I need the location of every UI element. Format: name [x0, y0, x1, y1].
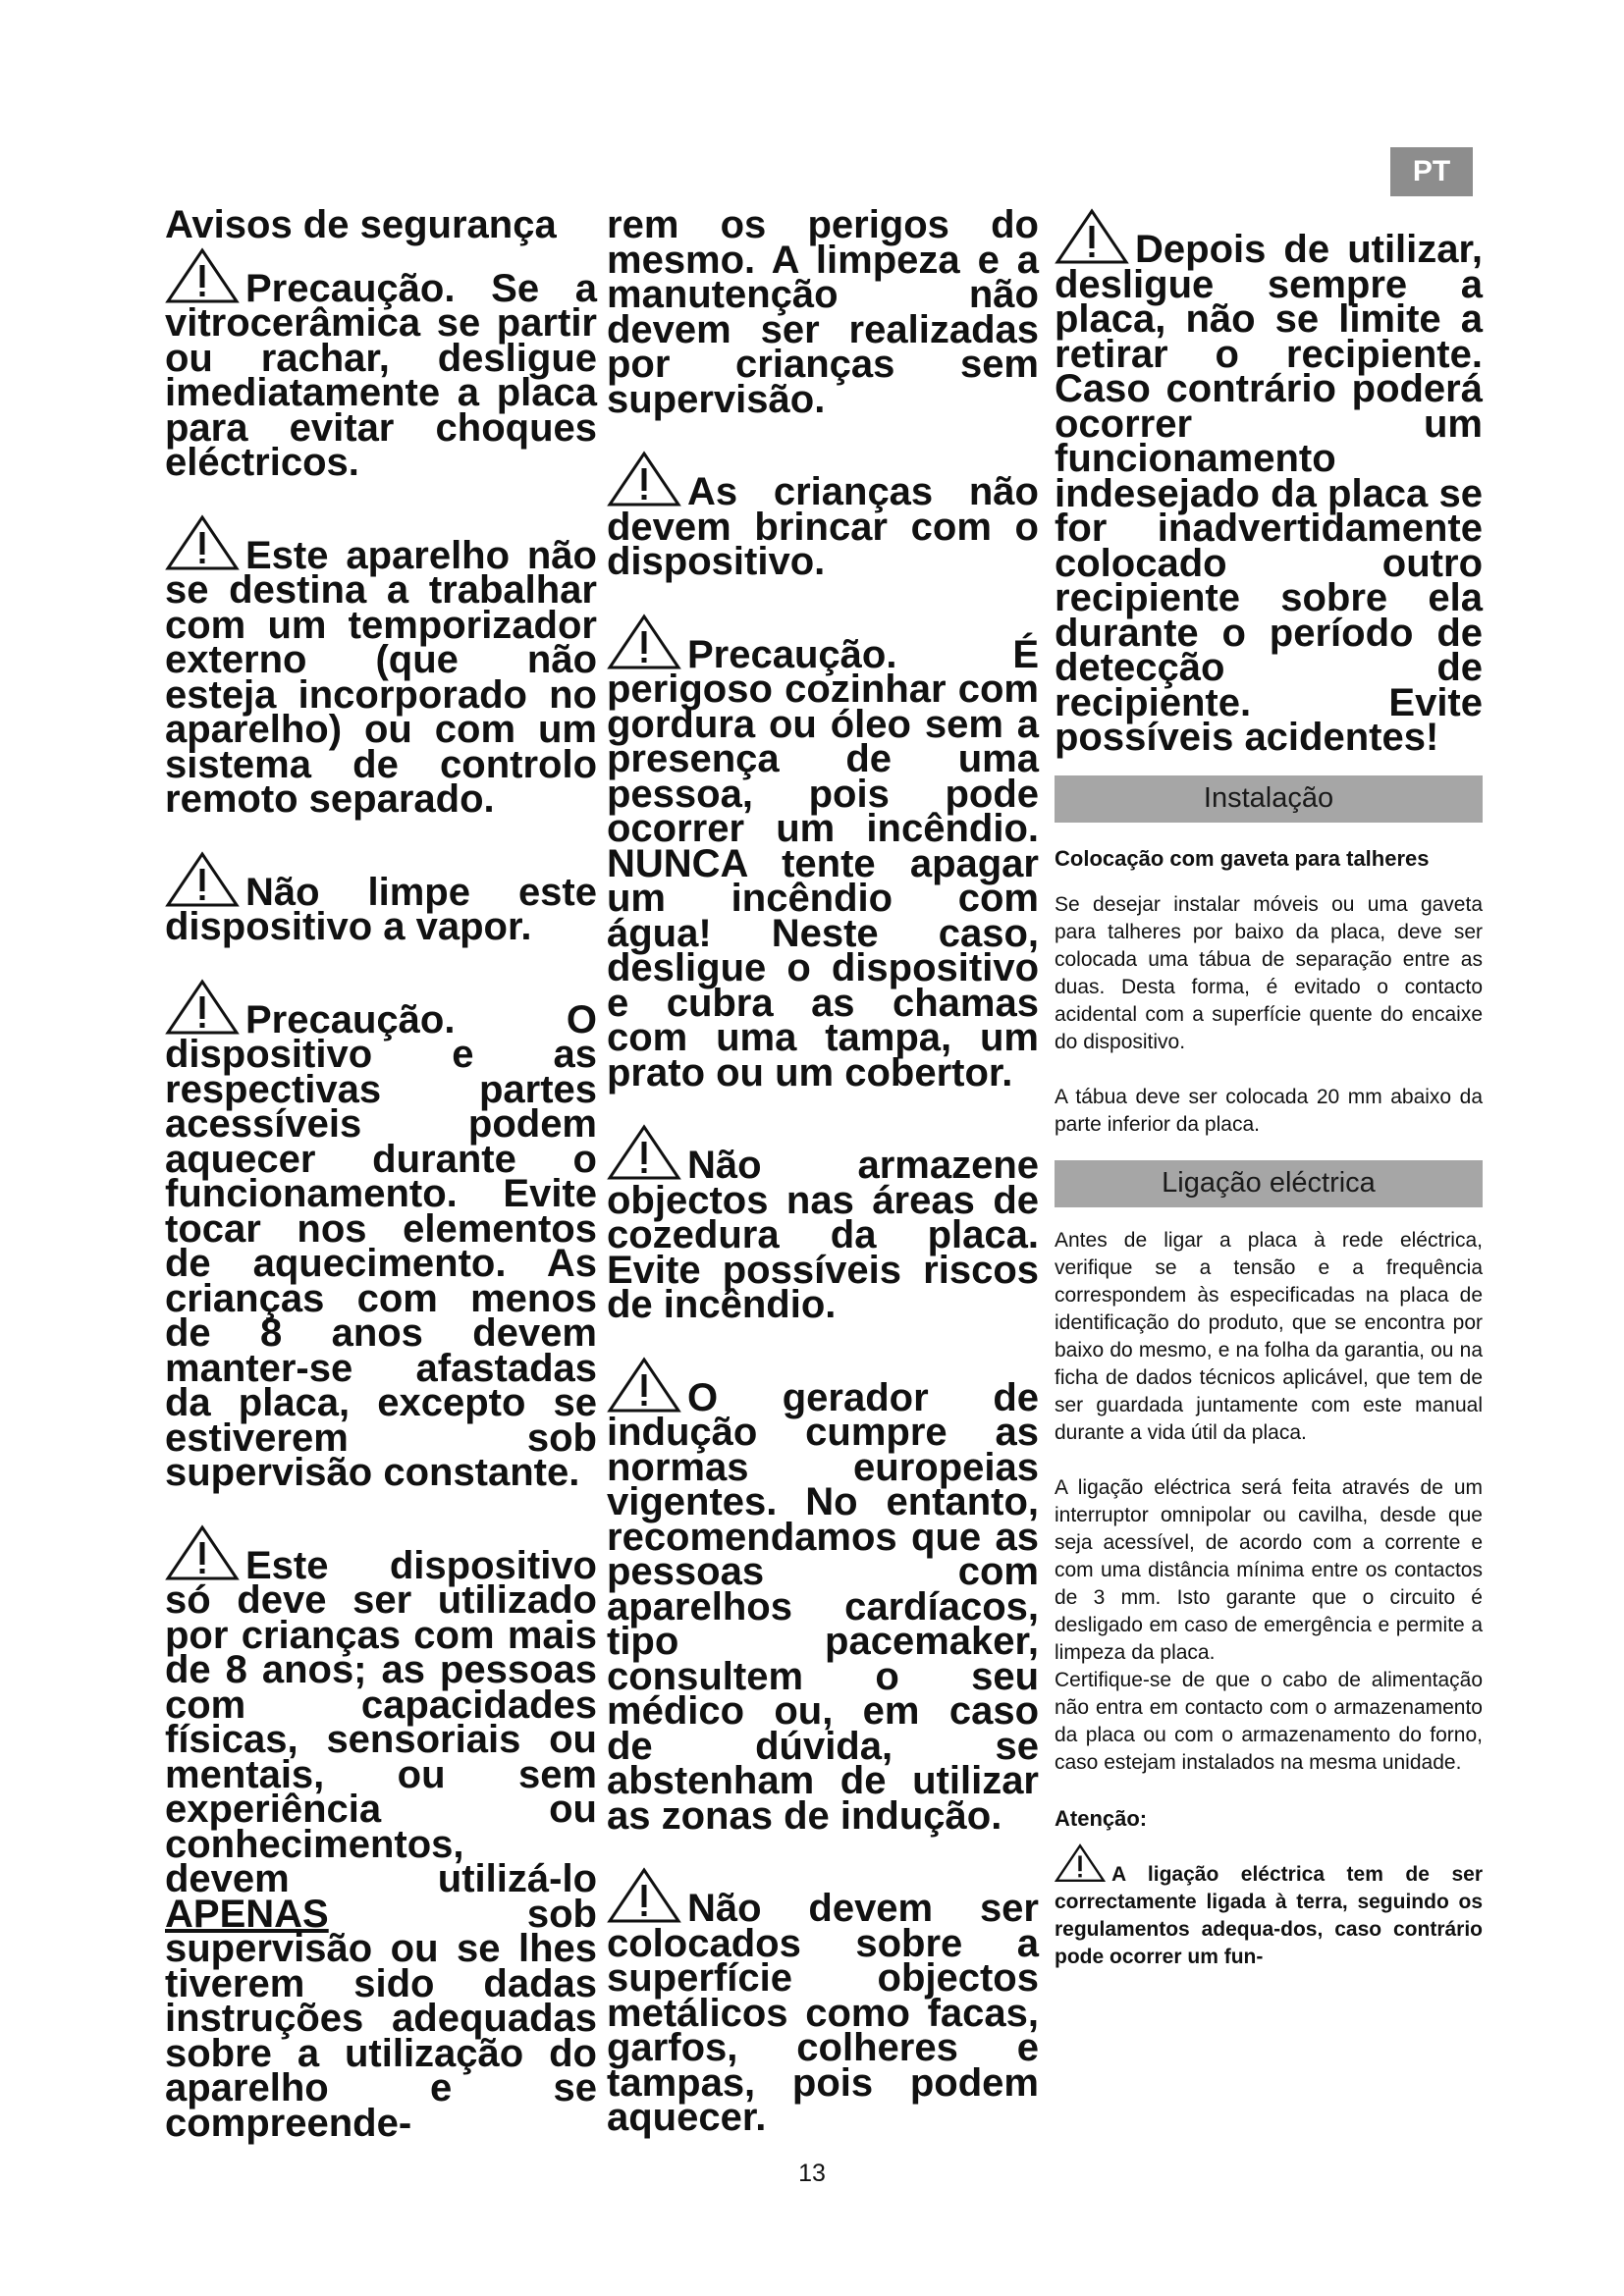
warning-triangle-icon — [165, 247, 240, 304]
warning-triangle-icon — [1055, 1843, 1106, 1883]
section-header-installation: Instalação — [1055, 775, 1483, 823]
warning-metal-objects: Não devem ser colocados sobre a superfície objectos metálicos como facas, garfos, colheres e tampas, pois podem aquecer. — [607, 1867, 1039, 2136]
warning-triangle-icon — [165, 1524, 240, 1581]
subheading-cutlery-drawer: Colocação com gaveta para talheres — [1055, 845, 1430, 871]
paragraph-board-distance: A tábua deve ser colocada 20 mm abaixo da parte inferior da placa. — [1055, 1085, 1483, 1136]
warning-triangle-icon — [607, 451, 681, 507]
page-number: 13 — [798, 2160, 826, 2187]
warning-triangle-icon — [607, 1124, 681, 1181]
paragraph-power-cable: Certifique-se de que o cabo de alimentação não entra em contacto com o armazenamento da placa ou com o armazenamento do forno, caso estejam instalados na mesma unidade. — [1055, 1668, 1483, 1774]
paragraph-voltage-check: Antes de ligar a placa à rede eléctrica, verifique se a tensão e a frequência correspondem às especificadas na placa de identificação do produto, que se encontra por baixo do mesmo, e na folha da garantia, ou na ficha de dados técnicos aplicável, que tem de ser guardada juntamente com este manual durante a vida útil da placa. — [1055, 1228, 1483, 1444]
continued-supervision-text: rem os perigos do mesmo. A limpeza e a manutenção não devem ser realizadas por crianças sem supervisão. — [607, 203, 1039, 421]
safety-warnings-title: Avisos de segurança — [165, 203, 557, 246]
warning-triangle-icon — [1055, 208, 1129, 265]
paragraph-separation-board: Se desejar instalar móveis ou uma gaveta para talheres por baixo da placa, deve ser colocada uma tábua de separação entre as duas. Desta forma, é evitado o contacto acidental com a superfície quente do encaixe do dispositivo. — [1055, 892, 1483, 1053]
warning-children-use: Este dispositivo só deve ser utilizado por crianças com mais de 8 anos; as pessoas com capacidades físicas, sensoriais ou mentais, ou sem experiência ou conhecimentos, devem utilizá-lo APENAS sob supervisão ou se lhes tiverem sido dadas instruções adequadas sobre a utilização do aparelho e se compreende- — [165, 1524, 597, 2142]
warning-triangle-icon — [165, 514, 240, 571]
warning-earthing: A ligação eléctrica tem de ser correctamente ligada à terra, seguindo os regulamentos adequa-dos, caso contrário pode ocorrer um fun- — [1055, 1843, 1483, 1971]
column-1 — [165, 203, 597, 2145]
warning-triangle-icon — [165, 851, 240, 908]
warning-external-timer: Este aparelho não se destina a trabalhar com um temporizador externo (que não esteja incorporado no aparelho) ou com um sistema de controlo remoto separado. — [165, 514, 597, 818]
warning-vitroceramic: Precaução. Se a vitrocerâmica se partir ou rachar, desligue imediatamente a placa para evitar choques eléctricos. — [165, 247, 597, 481]
warning-children-play: As crianças não devem brincar com o dispositivo. — [607, 451, 1039, 580]
emphasis-only: APENAS — [165, 1892, 329, 1936]
section-header-electrical: Ligação eléctrica — [1055, 1160, 1483, 1207]
warning-storage: Não armazene objectos nas áreas de cozedura da placa. Evite possíveis riscos de incêndio. — [607, 1124, 1039, 1323]
subheading-attention: Atenção: — [1055, 1805, 1148, 1831]
column-2 — [607, 203, 1039, 2139]
warning-switch-off: Depois de utilizar, desligue sempre a placa, não se limite a retirar o recipiente. Caso contrário poderá ocorrer um funcionamento indesejado da placa se for inadvertidamente colocado outro recipiente sobre ela durante o período de detecção de recipiente. Evite possíveis acidentes! — [1055, 208, 1483, 756]
warning-grease-fire: Precaução. É perigoso cozinhar com gordura ou óleo sem a presença de uma pessoa, pois pode ocorrer um incêndio. NUNCA tente apagar um incêndio com água! Neste caso, desligue o dispositivo e cubra as chamas com uma tampa, um prato ou um cobertor. — [607, 614, 1039, 1092]
warning-triangle-icon — [607, 614, 681, 670]
language-tab: PT — [1390, 147, 1473, 196]
warning-triangle-icon — [607, 1867, 681, 1924]
column-3 — [1055, 208, 1483, 1971]
warning-steam-cleaning: Não limpe este dispositivo a vapor. — [165, 851, 597, 945]
paragraph-omnipolar-switch: A ligação eléctrica será feita através de um interruptor omnipolar ou cavilha, desde que seja acessível, de acordo com a corrente e com uma distância mínima entre os contactos de 3 mm. Isto garante que o circuito é desligado em caso de emergência e permite a limpeza da placa. — [1055, 1475, 1483, 1664]
warning-triangle-icon — [607, 1357, 681, 1414]
warning-pacemaker: O gerador de indução cumpre as normas europeias vigentes. No entanto, recomendamos que as pessoas com aparelhos cardíacos, tipo pacemaker, consultem o seu médico ou, em caso de dúvida, se abstenham de utilizar as zonas de indução. — [607, 1357, 1039, 1835]
warning-hot-parts: Precaução. O dispositivo e as respectivas partes acessíveis podem aquecer durante o funcionamento. Evite tocar nos elementos de aquecimento. As crianças com menos de 8 anos devem manter-se afastadas da placa, excepto se estiverem sob supervisão constante. — [165, 979, 597, 1491]
warning-triangle-icon — [165, 979, 240, 1036]
